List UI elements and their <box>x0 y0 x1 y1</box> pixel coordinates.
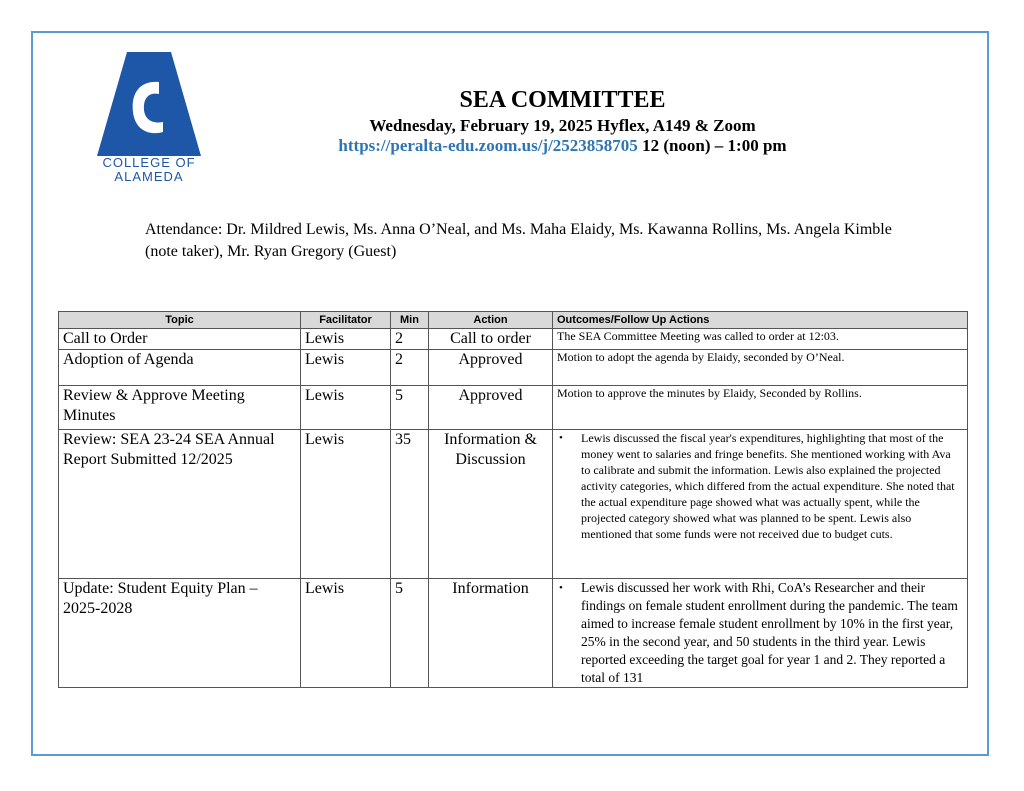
table-header-row <box>59 312 968 329</box>
zoom-link[interactable]: https://peralta-edu.zoom.us/j/2523858705 <box>338 136 638 155</box>
outcome-bullet-list <box>557 579 963 687</box>
table-row <box>59 386 968 430</box>
meeting-time: 12 (noon) – 1:00 pm <box>637 136 787 155</box>
row-facilitator: Lewis <box>301 386 391 430</box>
outcome-text: Lewis discussed the fiscal year's expenditures, highlighting that most of the money went to salaries and fringe benefits. She mentioned working with Ava to calibrate and submit the information. Lewis also explained the projected activity categories, which differed from the actual expenditure. She noted that the actual expenditure page showed what was actually spent, while the projected category showed what was planned to be spent. Lewis also mentioned that some funds were not received due to budget cuts. <box>581 431 955 541</box>
meeting-date: Wednesday, February 19, 2025 Hyflex, A149 & Zoom <box>369 116 756 135</box>
table-row <box>59 329 968 350</box>
meeting-link-line <box>300 136 825 156</box>
row-facilitator: Lewis <box>301 329 391 350</box>
row-topic: Review & Approve Meeting Minutes <box>59 386 301 430</box>
college-logo-mark <box>97 52 201 156</box>
document-header <box>300 86 825 156</box>
row-action: Call to order <box>429 329 553 350</box>
outcome-bullet-list <box>557 430 963 542</box>
list-item <box>559 430 963 542</box>
row-outcome: Motion to approve the minutes by Elaidy, Seconded by Rollins. <box>553 386 968 430</box>
row-action: Information <box>429 579 553 688</box>
outcome-text: Lewis discussed her work with Rhi, CoA’s Researcher and their findings on female student enrollment during the pandemic. The team aimed to increase female student enrollment by 10% in the first year, 25% in the second year, and 50 students in the third year. Lewis reported exceeding the target goal for year 1 and 2. They reported a total of 131 <box>581 580 958 685</box>
row-outcome: The SEA Committee Meeting was called to order at 12:03. <box>553 329 968 350</box>
row-outcome <box>553 430 968 579</box>
table-row <box>59 430 968 579</box>
row-min: 5 <box>391 579 429 688</box>
row-facilitator: Lewis <box>301 350 391 386</box>
agenda-table <box>58 311 968 688</box>
row-facilitator: Lewis <box>301 430 391 579</box>
row-action: Approved <box>429 386 553 430</box>
header-facilitator: Facilitator <box>301 312 391 329</box>
row-topic: Adoption of Agenda <box>59 350 301 386</box>
row-topic: Call to Order <box>59 329 301 350</box>
header-outcomes: Outcomes/Follow Up Actions <box>553 312 968 329</box>
table-row <box>59 579 968 688</box>
header-topic: Topic <box>59 312 301 329</box>
row-action: Information & Discussion <box>429 430 553 579</box>
bullet-icon: • <box>559 432 563 444</box>
document-title: SEA COMMITTEE <box>459 87 666 113</box>
table-row <box>59 350 968 386</box>
row-min: 2 <box>391 350 429 386</box>
attendance-text: Attendance: Dr. Mildred Lewis, Ms. Anna O’Neal, and Ms. Maha Elaidy, Ms. Kawanna Rollins, Ms. Angela Kimble (note taker), Mr. Ryan Gregory (Guest) <box>145 221 892 260</box>
header-min: Min <box>391 312 429 329</box>
row-outcome <box>553 579 968 688</box>
row-outcome: Motion to adopt the agenda by Elaidy, seconded by O’Neal. <box>553 350 968 386</box>
row-topic: Review: SEA 23-24 SEA Annual Report Submitted 12/2025 <box>59 430 301 579</box>
row-topic: Update: Student Equity Plan – 2025-2028 <box>59 579 301 688</box>
row-action: Approved <box>429 350 553 386</box>
row-facilitator: Lewis <box>301 579 391 688</box>
college-logo <box>97 52 201 184</box>
row-min: 5 <box>391 386 429 430</box>
header-action: Action <box>429 312 553 329</box>
logo-line-1: COLLEGE OF <box>102 155 196 170</box>
logo-line-2: ALAMEDA <box>114 169 184 184</box>
bullet-icon: • <box>559 582 563 594</box>
row-min: 2 <box>391 329 429 350</box>
row-min: 35 <box>391 430 429 579</box>
list-item <box>559 579 963 687</box>
